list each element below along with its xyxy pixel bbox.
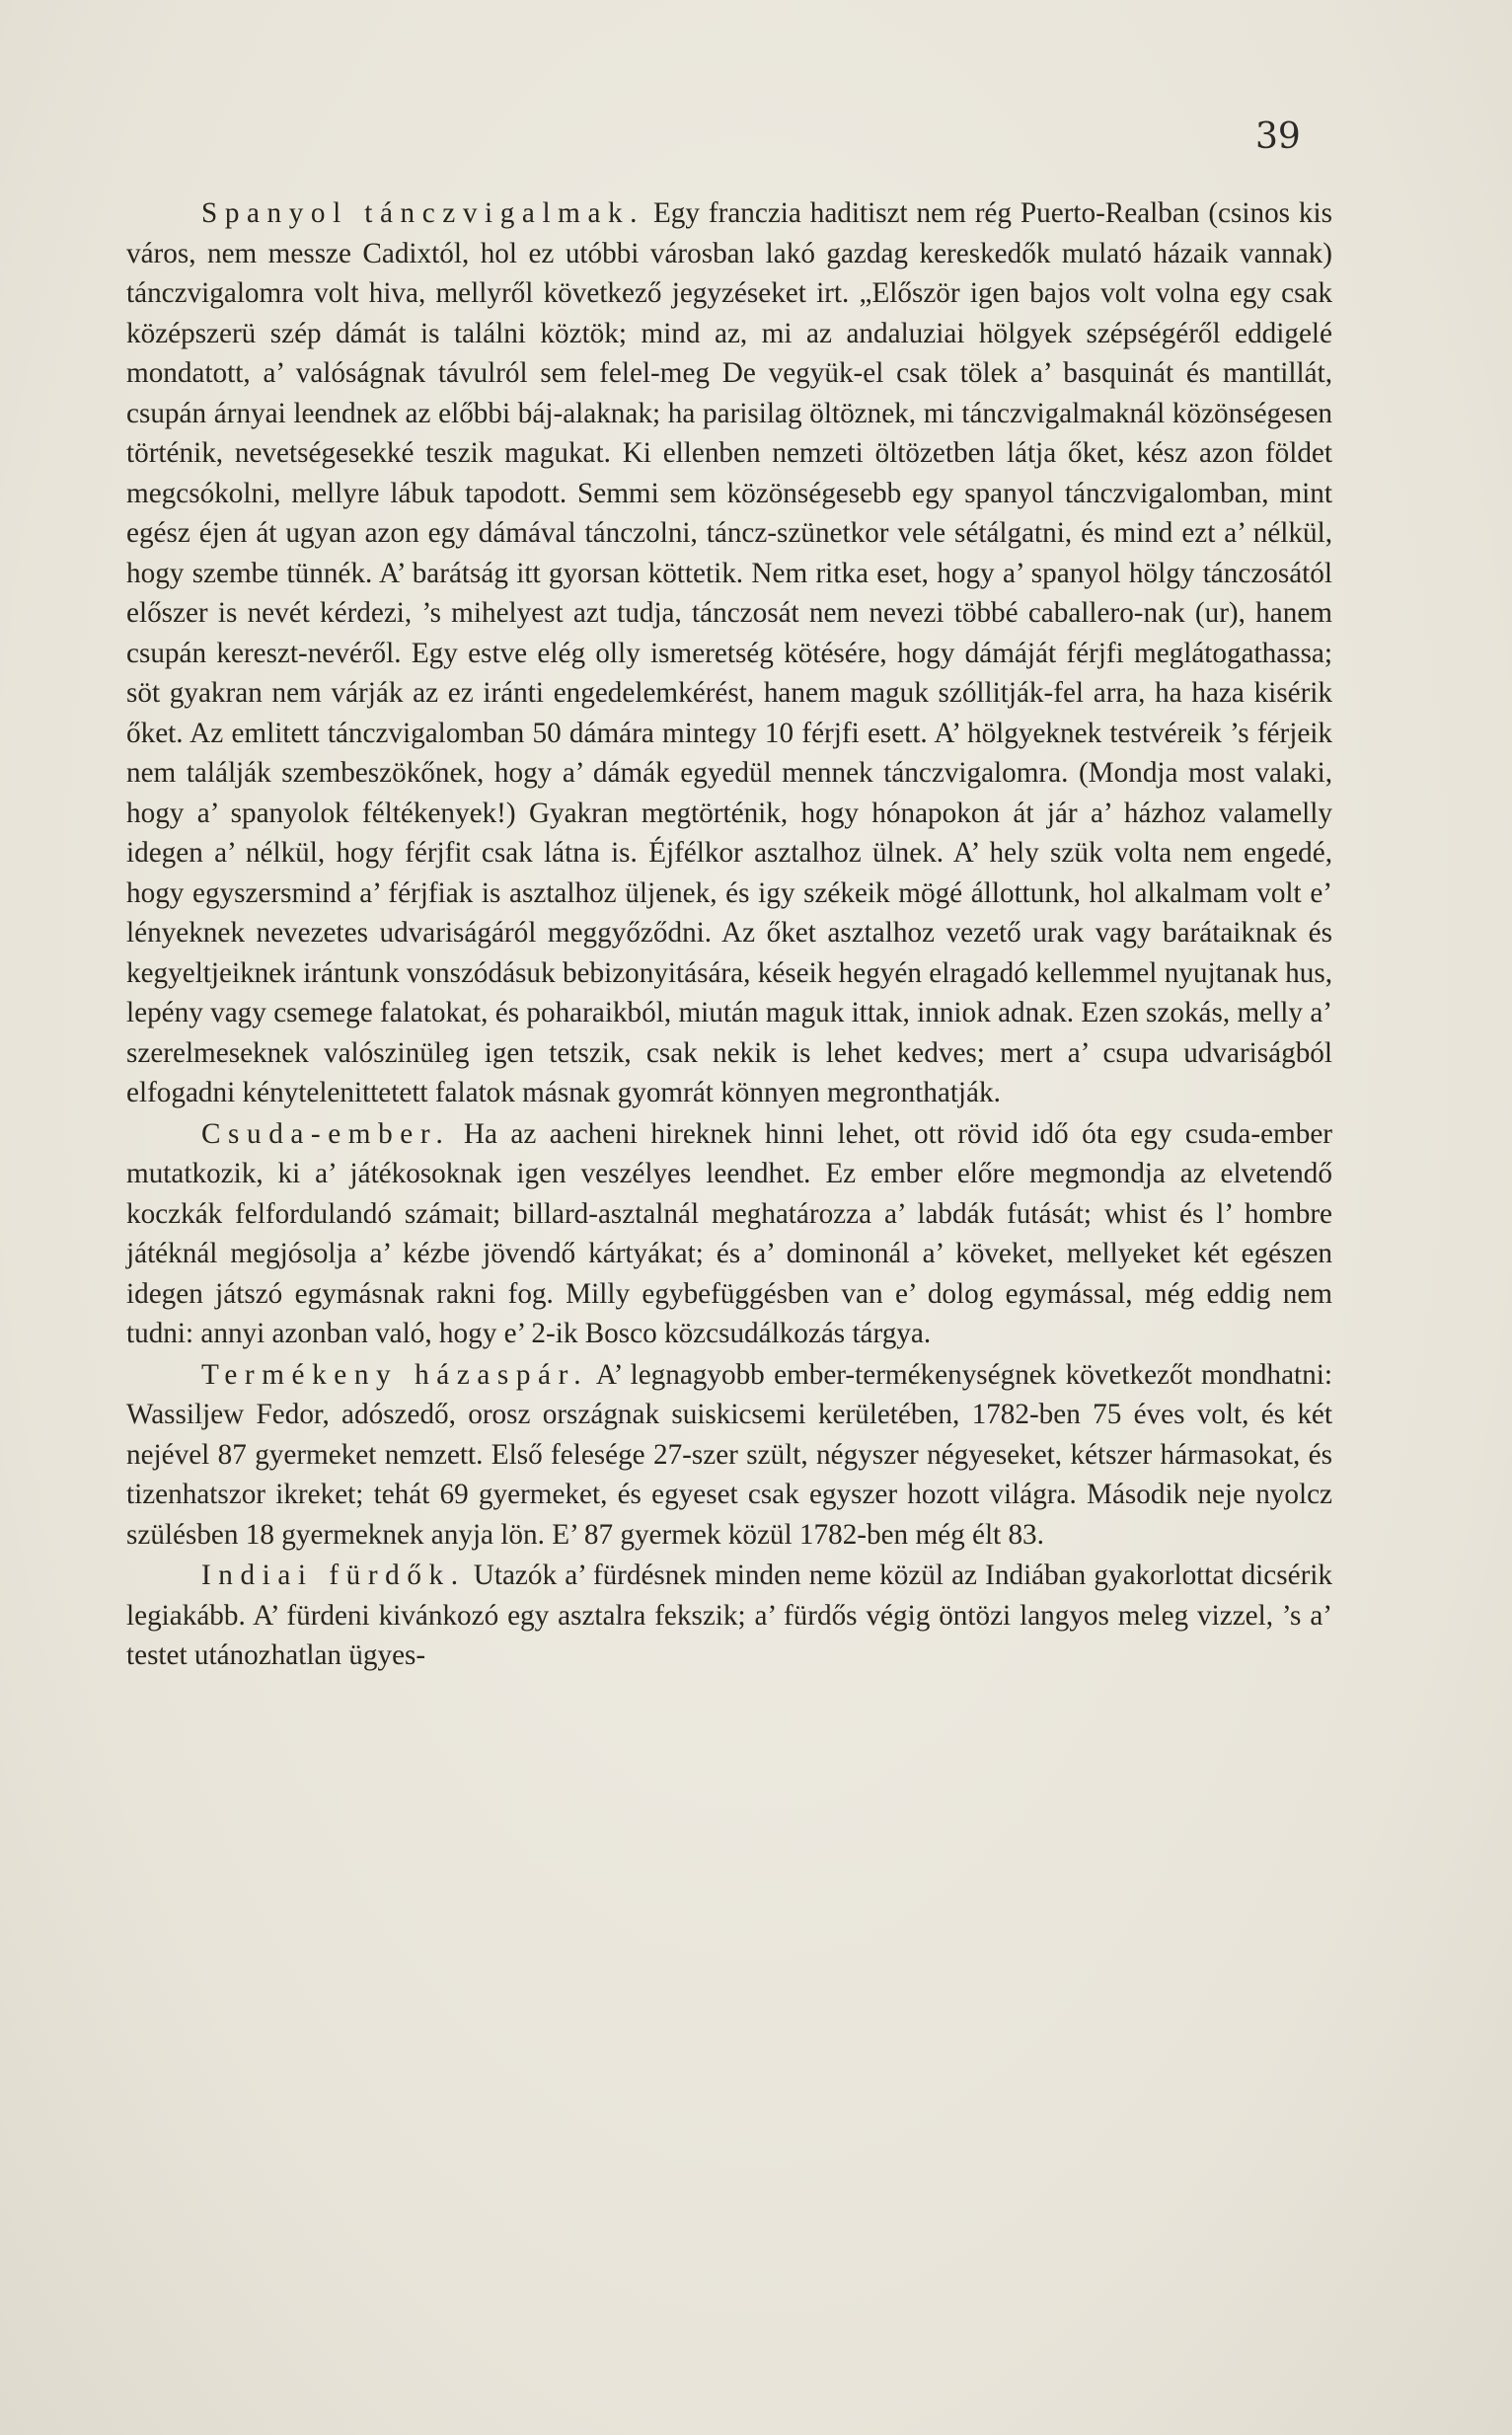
article-body — [126, 193, 1332, 1676]
section-heading: Csuda-ember. — [201, 1117, 451, 1150]
paragraph-fertile-couple — [126, 1355, 1332, 1556]
paragraph-text: A’ legnagyobb ember-termékenységnek következőt mondhatni: Wassiljew Fedor, adószedő, orosz országnak suiskicsemi kerületében, 1782-ben 75 éves volt, és két nejével 87 gyermeket nemzett. Első felesége 27-szer szült, négyszer négyeseket, kétszer hármasokat, és tizenhatszor ikreket; tehát 69 gyermeket, és egyeset csak egyszer hozott világra. Második neje nyolcz szülésben 18 gyermeknek anyja lön. E’ 87 gyermek közül 1782-ben még élt 83. — [126, 1358, 1332, 1551]
section-heading: Termékeny házaspár. — [201, 1358, 589, 1391]
paragraph-text: Egy franczia haditiszt nem rég Puerto-Realban (csinos kis város, nem messze Cadixtól, hol ez utóbbi városban lakó gazdag kereskedők mulató házaik vannak) tánczvigalomra volt hiva, mellyről következő jegyzéseket irt. „Először igen bajos volt volna egy csak középszerü szép dámát is találni köztök; mind az, mi az andaluziai hölgyek szépségéről eddigelé mondatott, a’ valóságnak távulról sem felel-meg De vegyük-el csak tölek a’ basquinát és mantillát, csupán árnyai leendnek az előbbi báj-alaknak; ha parisilag öltöznek, mi tánczvigalmaknál közönségesen történik, nevetségesekké teszik magukat. Ki ellenben nemzeti öltözetben látja őket, kész azon földet megcsókolni, mellyre lábuk tapodott. Semmi sem közönségesebb egy spanyol tánczvigalomban, mint egész éjen át ugyan azon egy dámával tánczolni, táncz-szünetkor vele sétálgatni, és mind ezt a’ nélkül, hogy szembe tünnék. A’ barátság itt gyorsan köttetik. Nem ritka eset, hogy a’ spanyol hölgy tánczosától előszer is nevét kérdezi, ’s mihelyest azt tudja, tánczosát nem nevezi többé caballero-nak (ur), hanem csupán kereszt-nevéről. Egy estve elég olly ismeretség kötésére, hogy dámáját férjfi meglátogathassa; söt gyakran nem várják az ez iránti engedelemkérést, hanem maguk szóllitják-fel arra, ha haza kisérik őket. Az emlitett tánczvigalomban 50 dámára mintegy 10 férjfi esett. A’ hölgyeknek testvéreik ’s férjeik nem találják szembeszökőnek, hogy a’ dámák egyedül mennek tánczvigalomra. (Mondja most valaki, hogy a’ spanyolok féltékenyek!) Gyakran megtörténik, hogy hónapokon át jár a’ házhoz valamelly idegen a’ nélkül, hogy férjfit csak látna is. Éjfélkor asztalhoz ülnek. A’ hely szük volta nem engedé, hogy egyszersmind a’ férjfiak is asztalhoz üljenek, és igy székeik mögé állottunk, hol alkalmam volt e’ lényeknek nevezetes udvariságáról meggyőződni. Az őket asztalhoz vezető urak vagy barátaiknak és kegyeltjeiknek irántunk vonszódásuk bebizonyitására, késeik hegyén elragadó kellemmel nyujtanak hus, lepény vagy csemege falatokat, és poharaikból, miután maguk ittak, inniok adnak. Ezen szokás, melly a’ szerelmeseknek valószinüleg igen tetszik, csak nekik is lehet kedves; mert a’ csupa udvariságból elfogadni kénytelenittetett falatok másnak gyomrát könnyen megronthatják. — [126, 197, 1332, 1108]
page-number: 39 — [1255, 116, 1301, 157]
paragraph-text: Utazók a’ fürdésnek minden neme közül az Indiában gyakorlottat dicsérik legiakább. A’ fürdeni kivánkozó egy asztalra fekszik; a’ fürdős végig öntözi langyos meleg vizzel, ’s a’ testet utánozhatlan ügyes- — [126, 1560, 1332, 1671]
paragraph-text: Ha az aacheni hireknek hinni lehet, ott rövid idő óta egy csuda-ember mutatkozik, ki a’ játékosoknak igen veszélyes leendhet. Ez ember előre megmondja az elvetendő koczkák felfordulandó számait; billard-asztalnál meghatározza a’ labdák futását; whist és l’ hombre játéknál megjósolja a’ kézbe jövendő kártyákat; és a’ dominonál a’ köveket, mellyeket két egészen idegen játszó egymásnak rakni fog. Milly egybefüggésben van e’ dolog egymással, még eddig nem tudni: annyi azonban való, hogy e’ 2-ik Bosco közcsudálkozás tárgya. — [126, 1117, 1332, 1349]
section-heading: Spanyol tánczvigalmak. — [201, 197, 645, 229]
paragraph-spanish-balls — [126, 193, 1332, 1113]
paragraph-wonder-man — [126, 1114, 1332, 1354]
section-heading: Indiai fürdők. — [201, 1560, 466, 1591]
paragraph-indian-baths — [126, 1556, 1332, 1676]
